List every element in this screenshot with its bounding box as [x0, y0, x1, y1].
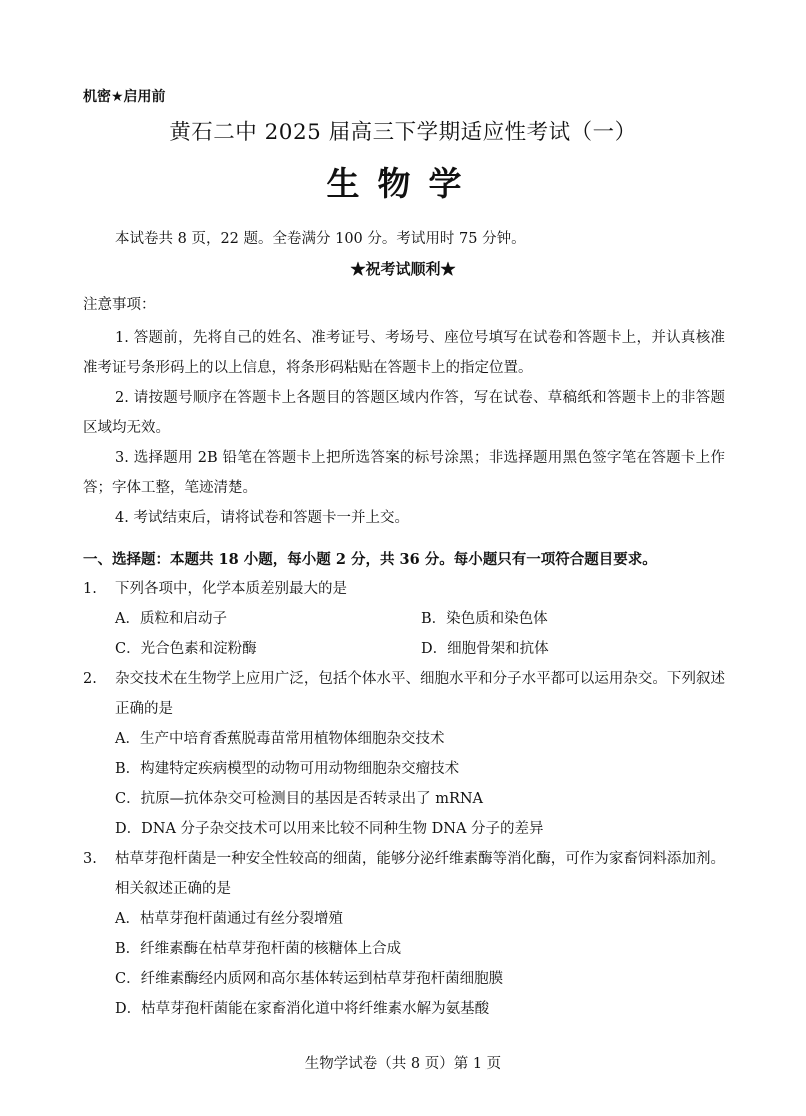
option-a: A．质粒和启动子 — [115, 611, 227, 627]
good-luck-banner: ★祝考试顺利★ — [350, 260, 456, 278]
exam-title: 黄石二中 2025 届高三下学期适应性考试（一） — [169, 120, 637, 145]
question-2 — [83, 664, 725, 844]
option-b: B．染色质和染色体 — [421, 611, 548, 627]
question-3 — [83, 844, 725, 1024]
option-d: D．DNA 分子杂交技术可以用来比较不同种生物 DNA 分子的差异 — [115, 821, 544, 837]
notice-item: 1. 答题前，先将自己的姓名、准考证号、考场号、座位号填写在试卷和答题卡上，并认真核准准考证号条形码上的以上信息，将条形码粘贴在答题卡上的指定位置。 — [83, 330, 725, 376]
option-d: D．细胞骨架和抗体 — [421, 641, 549, 657]
notice-item: 4. 考试结束后，请将试卷和答题卡一并上交。 — [115, 510, 409, 526]
notice-item: 2. 请按题号顺序在答题卡上各题目的答题区域内作答，写在试卷、草稿纸和答题卡上的非答题区域均无效。 — [83, 390, 725, 436]
option-a: A．枯草芽孢杆菌通过有丝分裂增殖 — [115, 911, 343, 927]
confidential-label: 机密★启用前 — [83, 89, 166, 105]
option-a: A．生产中培育香蕉脱毒苗常用植物体细胞杂交技术 — [115, 731, 445, 747]
question-number: 2. — [83, 671, 97, 687]
option-b: B．纤维素酶在枯草芽孢杆菌的核糖体上合成 — [115, 941, 402, 957]
question-stem: 杂交技术在生物学上应用广泛，包括个体水平、细胞水平和分子水平都可以运用杂交。下列叙述正确的是 — [115, 671, 725, 717]
option-c: C．纤维素酶经内质网和高尔基体转运到枯草芽孢杆菌细胞膜 — [115, 971, 504, 987]
option-grid — [115, 604, 725, 664]
question-stem: 下列各项中，化学本质差别最大的是 — [115, 581, 347, 597]
question-number: 1. — [83, 581, 97, 597]
question-stem: 枯草芽孢杆菌是一种安全性较高的细菌，能够分泌纤维素酶等消化酶，可作为家畜饲料添加剂。相关叙述正确的是 — [115, 851, 725, 897]
notice-list — [83, 323, 725, 533]
question-list — [83, 574, 725, 1024]
option-b: B．构建特定疾病模型的动物可用动物细胞杂交瘤技术 — [115, 761, 460, 777]
subject-title: 生物学 — [326, 164, 480, 203]
option-d: D．枯草芽孢杆菌能在家畜消化道中将纤维素水解为氨基酸 — [115, 1001, 490, 1017]
notice-item: 3. 选择题用 2B 铅笔在答题卡上把所选答案的标号涂黑；非选择题用黑色签字笔在答题卡上作答；字体工整，笔迹清楚。 — [83, 450, 725, 496]
option-c: C．抗原—抗体杂交可检测目的基因是否转录出了 mRNA — [115, 791, 484, 807]
notice-heading: 注意事项： — [83, 297, 156, 313]
option-c: C．光合色素和淀粉酶 — [115, 641, 257, 657]
exam-info: 本试卷共 8 页，22 题。全卷满分 100 分。考试用时 75 分钟。 — [115, 231, 526, 247]
page-footer: 生物学试卷（共 8 页）第 1 页 — [304, 1056, 502, 1072]
question-1 — [83, 574, 725, 664]
question-number: 3. — [83, 851, 97, 867]
section-heading: 一、选择题：本题共 18 小题，每小题 2 分，共 36 分。每小题只有一项符合题目要求。 — [83, 551, 657, 568]
